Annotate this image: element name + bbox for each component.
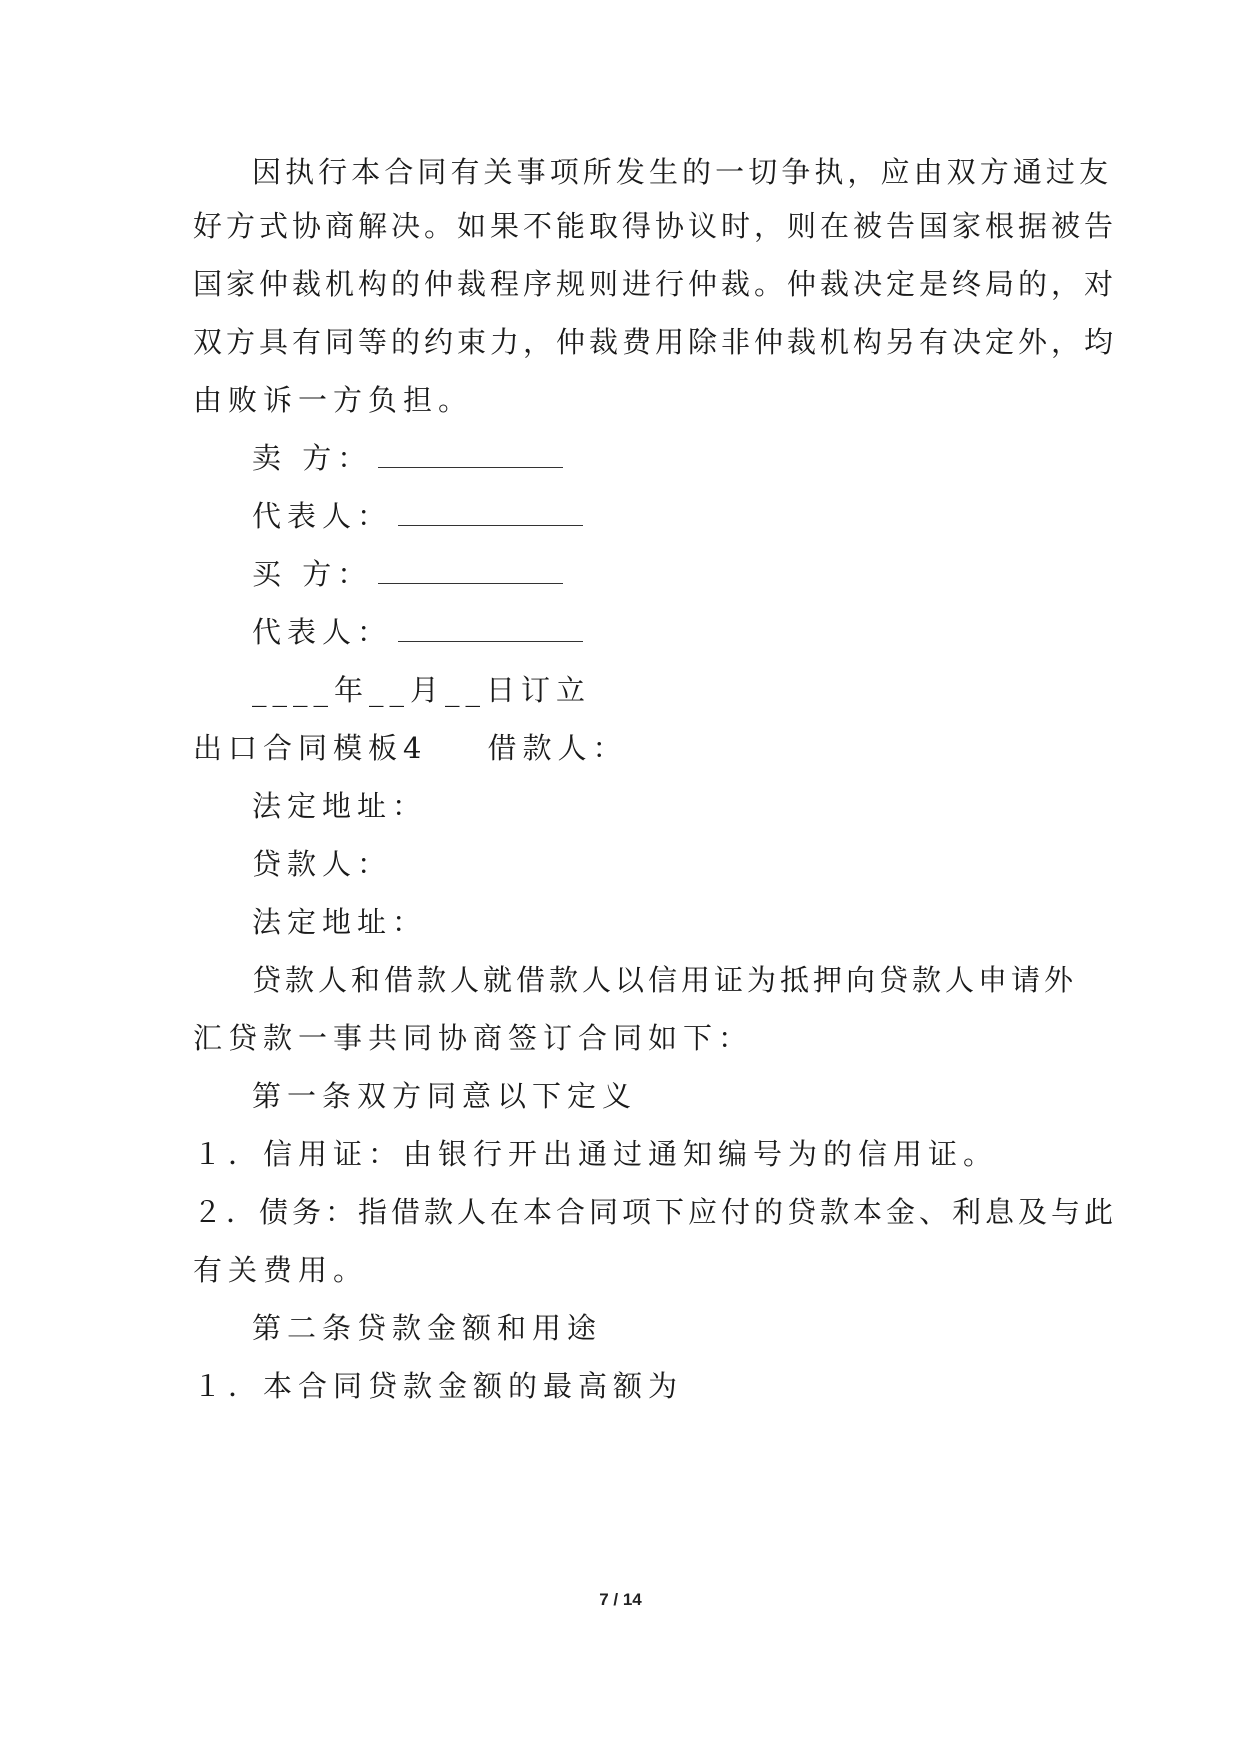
section-title: 出口合同模板4 (193, 731, 428, 765)
lender-address-label: 法定地址： (252, 905, 428, 939)
seller-blank (378, 439, 563, 468)
buyer-rep-signature-line (252, 612, 583, 652)
date-line: ____年__月__日订立 (252, 673, 592, 707)
seller-label: 卖 方： (252, 441, 373, 475)
buyer-rep-label: 代表人： (252, 615, 393, 649)
intro-line: 汇贷款一事共同协商签订合同如下： (193, 1021, 754, 1055)
seller-signature-line (252, 438, 563, 478)
buyer-blank (378, 555, 563, 584)
paragraph-line: 国家仲裁机构的仲裁程序规则进行仲裁。仲裁决定是终局的，对 (193, 267, 1118, 301)
article1-item: 有关费用。 (193, 1253, 369, 1287)
borrower-address-label: 法定地址： (252, 789, 428, 823)
borrower-label: 借款人： (487, 731, 628, 765)
article2-title: 第二条贷款金额和用途 (252, 1311, 603, 1345)
seller-rep-signature-line (252, 496, 583, 536)
article1-item: ２．债务：指借款人在本合同项下应付的贷款本金、利息及与此 (193, 1195, 1118, 1229)
buyer-signature-line (252, 554, 563, 594)
seller-rep-blank (398, 497, 583, 526)
lender-label: 贷款人： (252, 847, 393, 881)
seller-rep-label: 代表人： (252, 499, 393, 533)
buyer-rep-blank (398, 613, 583, 642)
paragraph-line: 好方式协商解决。如果不能取得协议时，则在被告国家根据被告 (193, 209, 1118, 243)
intro-line: 贷款人和借款人就借款人以信用证为抵押向贷款人申请外 (252, 963, 1078, 997)
page-number: 7 / 14 (599, 1590, 642, 1609)
paragraph-line: 因执行本合同有关事项所发生的一切争执，应由双方通过友 (252, 155, 1112, 189)
article1-item: １．信用证：由银行开出通过通知编号为的信用证。 (193, 1137, 999, 1171)
paragraph-line: 双方具有同等的约束力，仲裁费用除非仲裁机构另有决定外，均 (193, 325, 1118, 359)
paragraph-line: 由败诉一方负担。 (193, 383, 474, 417)
section-title-line (193, 728, 627, 768)
article2-item: １．本合同贷款金额的最高额为 (193, 1369, 684, 1403)
buyer-label: 买 方： (252, 557, 373, 591)
article1-title: 第一条双方同意以下定义 (252, 1079, 638, 1113)
